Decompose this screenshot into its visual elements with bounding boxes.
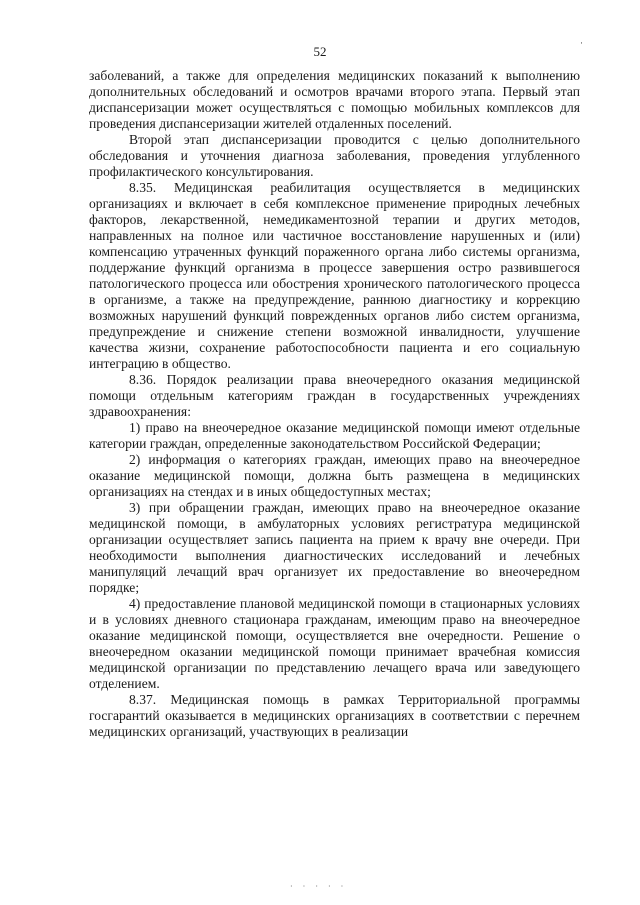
paragraph-8-36: 8.36. Порядок реализации права внеочередного оказания медицинской помощи отдельным категориям граждан в государственных учреждениях здравоохранения: bbox=[89, 372, 580, 419]
list-item-4: 4) предоставление плановой медицинской помощи в стационарных условиях и в условиях дневного стационара гражданам, имеющим право на внеочередное оказание медицинской помощи, осуществляется вне очередности. Решение о внеочередном оказании медицинской помощи принимает врачебная комиссия медицинской организации по представлению лечащего врача или заведующего отделением. bbox=[89, 596, 580, 691]
page-number: 52 bbox=[313, 44, 327, 59]
list-item-3: 3) при обращении граждан, имеющих право на внеочередное оказание медицинской помощи, в амбулаторных условиях регистратура медицинской организации осуществляет запись пациента на прием к врачу вне очереди. При необходимости выполнения диагностических исследований и лечебных манипуляций лечащий врач организует их предоставление во внеочередном порядке; bbox=[89, 500, 580, 595]
paragraph-8-37: 8.37. Медицинская помощь в рамках Территориальной программы госгарантий оказывается в медицинских организациях в соответствии с перечнем медицинских организаций, участвующих в реализации bbox=[89, 692, 580, 739]
scan-mark: · bbox=[580, 38, 583, 48]
paragraph-8-35: 8.35. Медицинская реабилитация осуществляется в медицинских организациях и включает в себя комплексное применение природных лечебных факторов, лекарственной, немедикаментозной терапии и других методов, направленных на полное или частичное восстановление нарушенных и (или) компенсацию утраченных функций пораженного органа либо системы организма, поддержание функций организма в процессе завершения остро развившегося патологического процесса или обострения хронического патологического процесса в организме, а также на предупреждение, раннюю диагностику и коррекцию возможных нарушений функций поврежденных органов либо систем организма, предупреждение и снижение степени возможной инвалидности, улучшение качества жизни, сохранение работоспособности пациента и его социальную интеграцию в общество. bbox=[89, 180, 580, 371]
document-body bbox=[89, 68, 580, 740]
list-item-2: 2) информация о категориях граждан, имеющих право на внеочередное оказание медицинской помощи, должна быть размещена в медицинских организациях на стендах и в иных общедоступных местах; bbox=[89, 452, 580, 499]
paragraph-second-stage: Второй этап диспансеризации проводится с целью дополнительного обследования и уточнения диагноза заболевания, проведения углубленного профилактического консультирования. bbox=[89, 132, 580, 179]
list-item-1: 1) право на внеочередное оказание медицинской помощи имеют отдельные категории граждан, определенные законодательством Российской Федерации; bbox=[89, 420, 580, 451]
scan-artifact-dots: · · · · · bbox=[290, 882, 348, 891]
paragraph-diagnostics-first-stage: заболеваний, а также для определения медицинских показаний к выполнению дополнительных обследований и осмотров врачами второго этапа. Первый этап диспансеризации может осуществляться с помощью мобильных комплексов для проведения диспансеризации жителей отдаленных поселений. bbox=[89, 68, 580, 131]
